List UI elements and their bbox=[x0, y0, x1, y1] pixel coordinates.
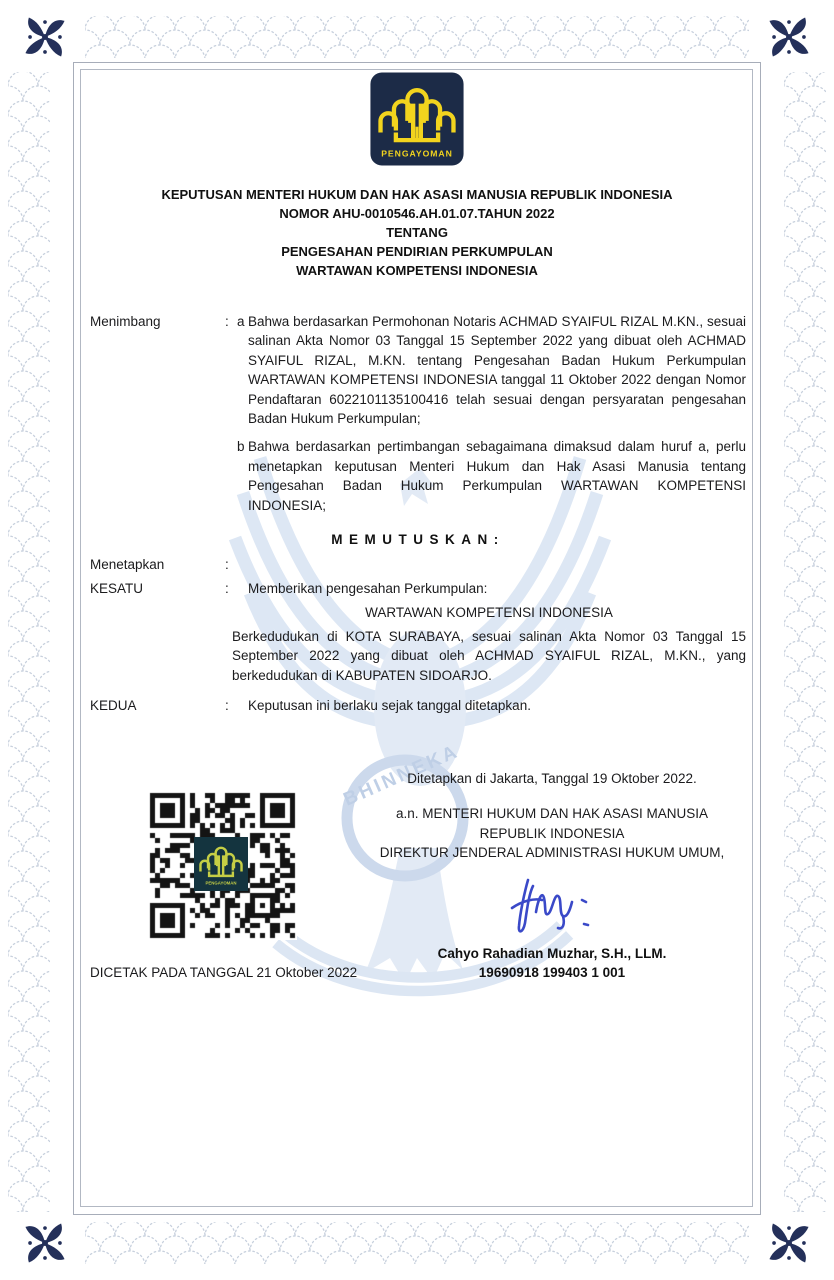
item-marker: b bbox=[237, 439, 245, 455]
kesatu-label: KESATU bbox=[90, 581, 144, 596]
kesatu-row bbox=[90, 579, 746, 598]
menimbang-label: Menimbang bbox=[90, 314, 161, 329]
kedua-text: Keputusan ini berlaku sejak tanggal ditetapkan. bbox=[248, 698, 531, 713]
border-pattern-bottom bbox=[85, 1222, 749, 1264]
director-line: DIREKTUR JENDERAL ADMINISTRASI HUKUM UMUM, bbox=[379, 845, 725, 861]
corner-ornament-icon bbox=[22, 1220, 68, 1266]
pengayoman-logo-caption: PENGAYOMAN bbox=[381, 148, 453, 159]
border-pattern-right bbox=[784, 72, 826, 1212]
corner-ornament-icon bbox=[766, 14, 812, 60]
qr-logo-caption: PENGAYOMAN bbox=[205, 880, 237, 886]
memutuskan-heading: MEMUTUSKAN: bbox=[331, 532, 505, 547]
corner-ornament-icon bbox=[766, 1220, 812, 1266]
menimbang-section bbox=[90, 312, 746, 515]
title-line-2: NOMOR AHU-0010546.AH.01.07.TAHUN 2022 bbox=[279, 206, 555, 221]
signer-name: Cahyo Rahadian Muzhar, S.H., LLM. bbox=[437, 945, 667, 961]
title-line-4: PENGESAHAN PENDIRIAN PERKUMPULAN bbox=[281, 244, 553, 259]
organization-name: WARTAWAN KOMPETENSI INDONESIA bbox=[365, 605, 613, 620]
item-text: Bahwa berdasarkan pertimbangan sebagaimana dimaksud dalam huruf a, perlu menetapkan keputusan Menteri Hukum dan Hak Asasi Manusia tentang Pengesahan Badan Hukum Perkumpulan WARTAWAN KOMPETENSI INDONESIA; bbox=[248, 439, 746, 513]
qr-center-pengayoman-logo-icon bbox=[194, 837, 248, 891]
kesatu-intro: Memberikan pengesahan Perkumpulan: bbox=[248, 581, 488, 596]
title-line-1: KEPUTUSAN MENTERI HUKUM DAN HAK ASASI MANUSIA REPUBLIK INDONESIA bbox=[161, 187, 673, 202]
menetapkan-row bbox=[90, 555, 746, 574]
title-line-3: TENTANG bbox=[386, 225, 448, 240]
pengayoman-logo-icon bbox=[369, 71, 465, 167]
colon: : bbox=[225, 698, 229, 713]
item-marker: a bbox=[237, 314, 245, 329]
menimbang-item-b bbox=[90, 437, 746, 515]
kedua-row bbox=[90, 696, 746, 715]
republic-line: REPUBLIK INDONESIA bbox=[479, 825, 625, 841]
menetapkan-label: Menetapkan bbox=[90, 557, 165, 572]
colon: : bbox=[225, 557, 229, 572]
item-text: Bahwa berdasarkan Permohonan Notaris ACHMAD SYAIFUL RIZAL M.KN., sesuai salinan Akta Nomor 03 Tanggal 15 September 2022 yang dibuat oleh ACHMAD SYAIFUL RIZAL, M.KN. tentang Pengesahan Badan Hukum Perkumpulan WARTAWAN KOMPETENSI INDONESIA tanggal 11 Oktober 2022 dengan Nomor Pendaftaran 6022101135100416 telah sesuai dengan persyaratan pengesahan Badan Hukum Perkumpulan; bbox=[248, 314, 746, 427]
corner-ornament-icon bbox=[22, 14, 68, 60]
on-behalf-line: a.n. MENTERI HUKUM DAN HAK ASASI MANUSIA bbox=[395, 806, 709, 822]
border-pattern-left bbox=[8, 72, 50, 1212]
closing-block bbox=[352, 769, 752, 982]
printed-date-line: DICETAK PADA TANGGAL 21 Oktober 2022 bbox=[90, 965, 358, 980]
colon: : bbox=[225, 314, 229, 329]
menimbang-item-a bbox=[90, 312, 746, 428]
title-line-5: WARTAWAN KOMPETENSI INDONESIA bbox=[296, 263, 538, 278]
signer-nip: 19690918 199403 1 001 bbox=[478, 965, 626, 981]
document-title bbox=[60, 185, 774, 280]
colon: : bbox=[225, 581, 229, 596]
border-pattern-top bbox=[85, 16, 749, 58]
kedua-label: KEDUA bbox=[90, 698, 137, 713]
kesatu-body-text: Berkedudukan di KOTA SURABAYA, sesuai salinan Akta Nomor 03 Tanggal 15 September 2022 yang dibuat oleh ACHMAD SYAIFUL RIZAL, M.KN., yang berkedudukan di KABUPATEN SIDOARJO. bbox=[232, 629, 746, 683]
watermark-motto-text: BHINNEKA bbox=[340, 740, 463, 811]
place-date: Ditetapkan di Jakarta, Tanggal 19 Oktober 2022. bbox=[407, 771, 697, 786]
signature-scribble bbox=[492, 864, 612, 944]
